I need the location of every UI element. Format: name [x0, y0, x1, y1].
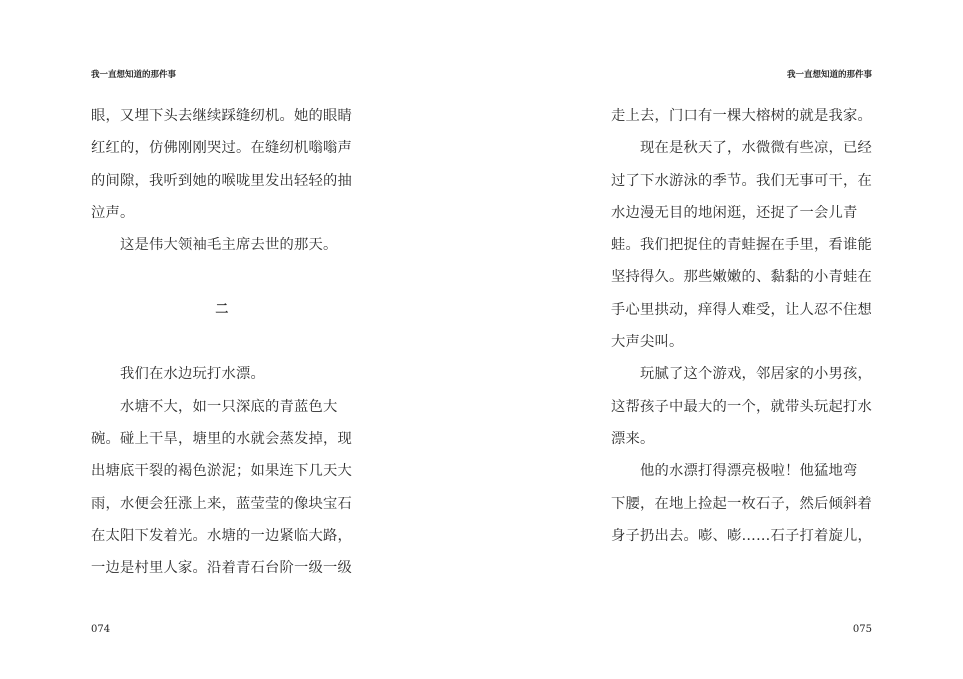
left-page-text — [91, 100, 353, 584]
text-line: 过了下水游泳的季节。我们无事可干，在 — [611, 172, 872, 189]
text-line: 漂来。 — [611, 430, 655, 447]
blank-line — [91, 326, 353, 358]
text-line: 碗。碰上干旱，塘里的水就会蒸发掉，现 — [91, 430, 352, 447]
text-line: 红红的，仿佛刚刚哭过。在缝纫机嗡嗡声 — [91, 140, 352, 157]
text-line: 玩腻了这个游戏，邻居家的小男孩， — [640, 366, 872, 383]
text-line: 现在是秋天了，水微微有些凉，已经 — [640, 140, 872, 157]
text-line: 一边是村里人家。沿着青石台阶一级一级 — [91, 560, 352, 577]
text-line: 泣声。 — [91, 204, 135, 221]
right-page — [482, 0, 963, 679]
page-number-right: 075 — [852, 624, 872, 635]
right-page-text — [611, 100, 873, 552]
text-line: 雨，水便会狂涨上来，蓝莹莹的像块宝石 — [91, 495, 352, 512]
text-line: 这是伟大领袖毛主席去世的那天。 — [120, 237, 338, 254]
text-line: 手心里拱动，痒得人难受，让人忍不住想 — [611, 301, 872, 318]
running-header-right: 我一直想知道的那件事 — [786, 70, 872, 80]
text-line: 身子扔出去。嘭、嘭……石子打着旋儿， — [611, 527, 872, 544]
text-line: 水塘不大，如一只深底的青蓝色大 — [120, 398, 338, 415]
text-line: 大声尖叫。 — [611, 334, 684, 351]
text-line: 下腰，在地上捡起一枚石子，然后倾斜着 — [611, 495, 872, 512]
running-header-left: 我一直想知道的那件事 — [91, 70, 177, 80]
text-line: 走上去，门口有一棵大榕树的就是我家。 — [611, 108, 872, 124]
text-line: 他的水漂打得漂亮极啦！他猛地弯 — [640, 463, 858, 480]
text-line: 在太阳下发着光。水塘的一边紧临大路， — [91, 527, 352, 544]
text-line: 水边漫无目的地闲逛，还捉了一会儿青 — [611, 204, 858, 221]
text-line: 出塘底干裂的褐色淤泥；如果连下几天大 — [91, 463, 352, 480]
page-number-left: 074 — [91, 624, 111, 635]
section-number: 二 — [215, 301, 229, 317]
text-line: 的间隙，我听到她的喉咙里发出轻轻的抽 — [91, 172, 352, 189]
left-page — [0, 0, 481, 679]
text-line: 眼，又埋下头去继续踩缝纫机。她的眼睛 — [91, 108, 352, 124]
text-line: 这帮孩子中最大的一个，就带头玩起打水 — [611, 398, 872, 415]
blank-line — [91, 261, 353, 293]
text-line: 蛙。我们把捉住的青蛙握在手里，看谁能 — [611, 237, 872, 254]
text-line: 我们在水边玩打水漂。 — [120, 366, 265, 383]
text-line: 坚持得久。那些嫩嫩的、黏黏的小青蛙在 — [611, 269, 872, 286]
